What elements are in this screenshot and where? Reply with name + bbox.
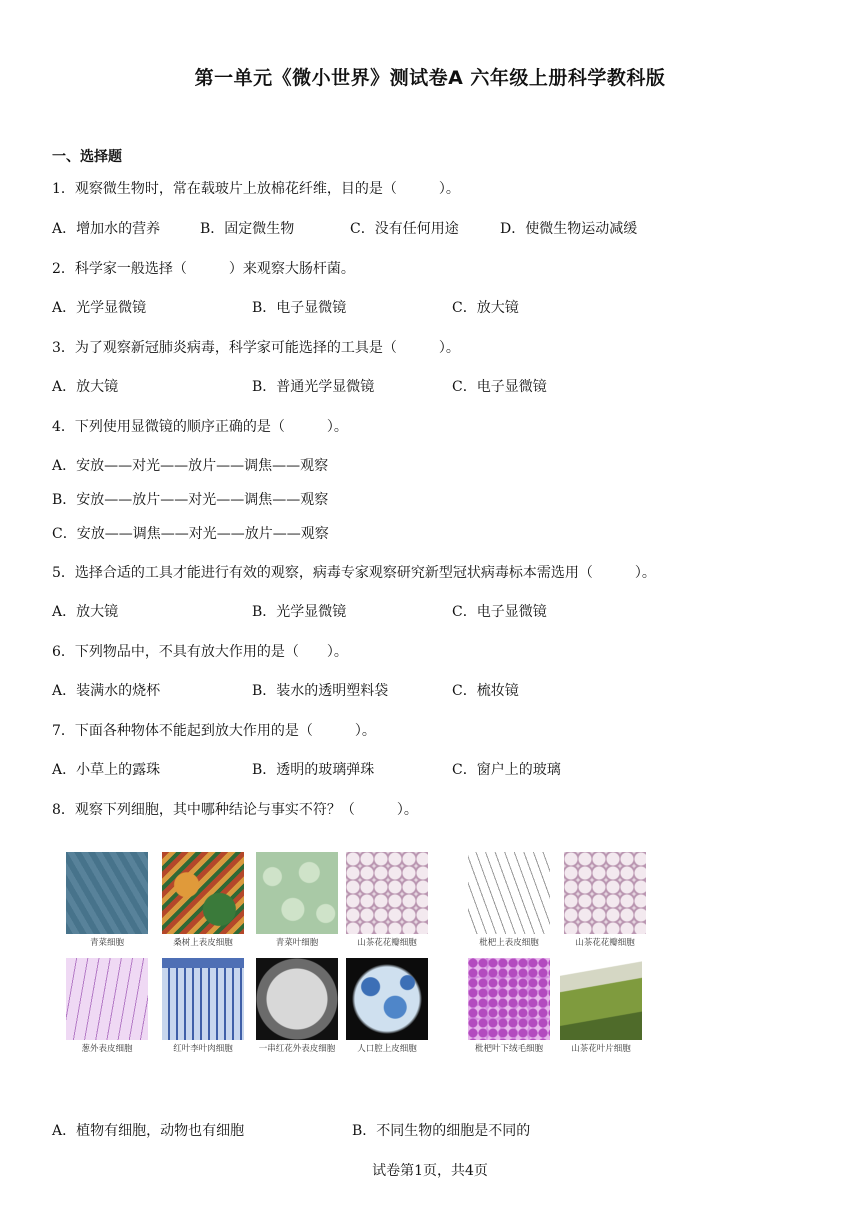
cell-image-2 xyxy=(162,852,244,934)
cell-image-12 xyxy=(560,958,642,1040)
option-b: B．光学显微镜 xyxy=(252,604,347,620)
option-b: B．透明的玻璃弹珠 xyxy=(252,762,375,778)
option-a: A．装满水的烧杯 xyxy=(52,683,161,699)
option-b: B．安放——放片——对光——调焦——观察 xyxy=(52,492,329,508)
cell-image-10 xyxy=(346,958,428,1040)
option-a: A．安放——对光——放片——调焦——观察 xyxy=(52,458,329,474)
figure-caption-1: 青菜细胞 xyxy=(89,938,124,948)
option-c: C．窗户上的玻璃 xyxy=(452,762,561,778)
option-a: A．植物有细胞，动物也有细胞 xyxy=(52,1123,245,1139)
question-8-stem: 8．观察下列细胞，其中哪种结论与事实不符？（ ）。 xyxy=(52,802,418,818)
option-b: B．固定微生物 xyxy=(200,221,295,237)
question-2-stem: 2．科学家一般选择（ ）来观察大肠杆菌。 xyxy=(52,261,355,277)
cell-image-1 xyxy=(66,852,148,934)
cell-image-9 xyxy=(256,958,338,1040)
cell-image-7 xyxy=(66,958,148,1040)
option-c: C．电子显微镜 xyxy=(452,379,547,395)
option-b: B．电子显微镜 xyxy=(252,300,347,316)
figure-caption-3: 青菜叶细胞 xyxy=(275,938,319,948)
cell-image-6 xyxy=(564,852,646,934)
figure-caption-9: 一串红花外表皮细胞 xyxy=(258,1044,336,1054)
figure-caption-12: 山茶花叶片细胞 xyxy=(571,1044,631,1054)
figure-caption-4: 山茶花花瓣细胞 xyxy=(357,938,417,948)
cell-image-5 xyxy=(468,852,550,934)
question-4-stem: 4．下列使用显微镜的顺序正确的是（ ）。 xyxy=(52,419,348,435)
figure-caption-10: 人口腔上皮细胞 xyxy=(357,1044,417,1054)
cell-image-8 xyxy=(162,958,244,1040)
figure-caption-5: 枇杷上表皮细胞 xyxy=(479,938,539,948)
option-a: A．增加水的营养 xyxy=(52,221,161,237)
figure-caption-11: 枇杷叶下绒毛细胞 xyxy=(474,1044,543,1054)
page-title: 第一单元《微小世界》测试卷A 六年级上册科学教科版 xyxy=(194,67,666,89)
option-c: C．梳妆镜 xyxy=(452,683,519,699)
figure-caption-2: 桑树上表皮细胞 xyxy=(173,938,233,948)
cell-micrograph-figure xyxy=(60,846,660,1056)
option-a: A．光学显微镜 xyxy=(52,300,147,316)
figure-caption-7: 葱外表皮细胞 xyxy=(81,1044,133,1054)
question-5-stem: 5．选择合适的工具才能进行有效的观察，病毒专家观察研究新型冠状病毒标本需选用（ ）。 xyxy=(52,565,656,581)
option-c: C．没有任何用途 xyxy=(350,221,459,237)
question-3-stem: 3．为了观察新冠肺炎病毒，科学家可能选择的工具是（ ）。 xyxy=(52,340,460,356)
option-c: C．安放——调焦——对光——放片——观察 xyxy=(52,526,329,542)
question-1-stem: 1．观察微生物时，常在载玻片上放棉花纤维，目的是（ ）。 xyxy=(52,181,460,197)
cell-image-3 xyxy=(256,852,338,934)
question-7-stem: 7．下面各种物体不能起到放大作用的是（ ）。 xyxy=(52,723,376,739)
section-heading: 一、选择题 xyxy=(52,149,122,165)
option-b: B．装水的透明塑料袋 xyxy=(252,683,389,699)
option-a: A．放大镜 xyxy=(52,379,119,395)
option-d: D．使微生物运动减缓 xyxy=(500,221,638,237)
cell-image-4 xyxy=(346,852,428,934)
option-a: A．小草上的露珠 xyxy=(52,762,161,778)
page-footer: 试卷第1页，共4页 xyxy=(372,1163,488,1179)
option-c: C．放大镜 xyxy=(452,300,519,316)
question-6-stem: 6．下列物品中，不具有放大作用的是（ ）。 xyxy=(52,644,348,660)
option-a: A．放大镜 xyxy=(52,604,119,620)
figure-caption-8: 红叶李叶肉细胞 xyxy=(173,1044,233,1054)
option-b: B．普通光学显微镜 xyxy=(252,379,375,395)
option-c: C．电子显微镜 xyxy=(452,604,547,620)
figure-caption-6: 山茶花花瓣细胞 xyxy=(575,938,635,948)
option-b: B．不同生物的细胞是不同的 xyxy=(352,1123,531,1139)
cell-image-11 xyxy=(468,958,550,1040)
